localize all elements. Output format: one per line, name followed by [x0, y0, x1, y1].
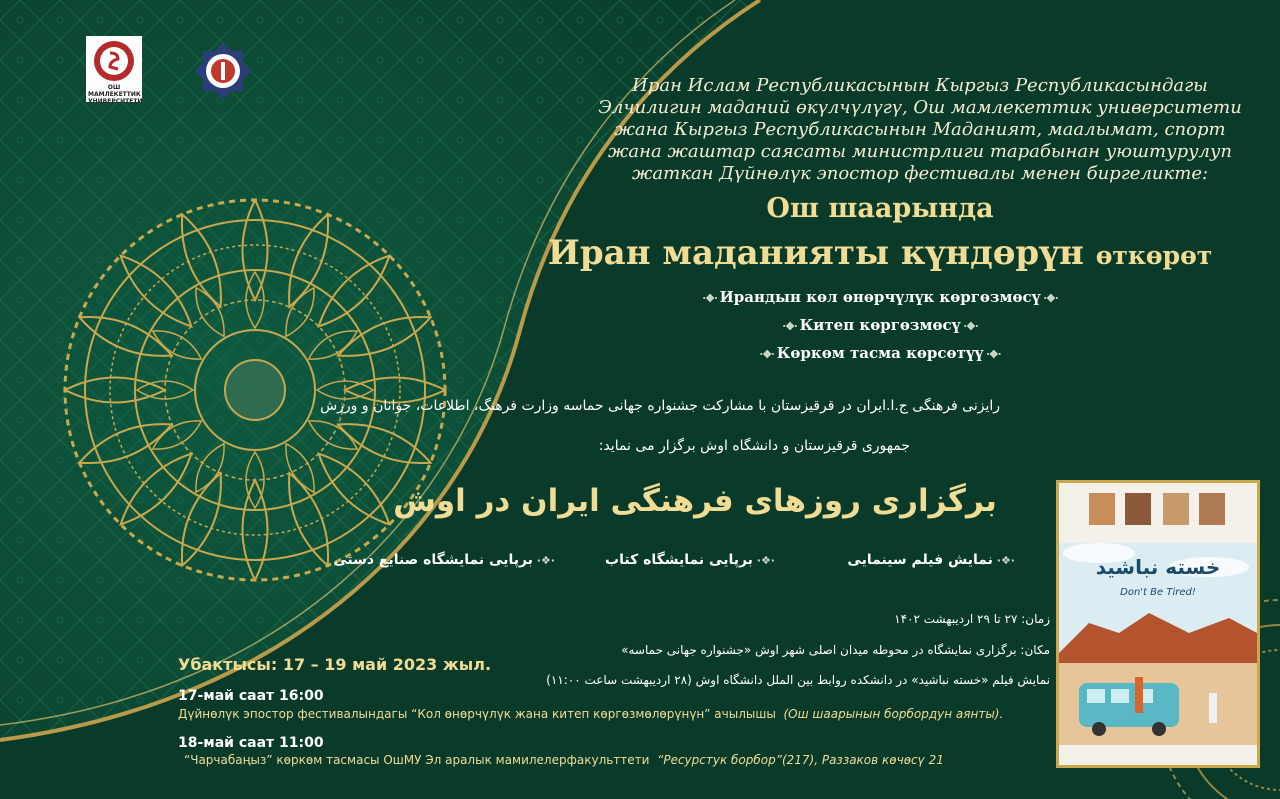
intro-line: жаткан Дүйнөлүк эпостор фестивалы менен биргеликте: — [631, 163, 1209, 184]
persian-event-item — [605, 552, 775, 568]
persian-intro-line: رایزنی فرهنگی ج.ا.ایران در قرقیزستان با مشارکت جشنواره جهانی حماسه وزارت فرهنگ، اطلاعات، جوانان و ورزش — [320, 398, 1000, 414]
schedule-description: Дүйнөлүк эпостор фестивалындагы “Кол өнөрчүлүк жана китеп көргөзмөлөрүнүн” ачылышы — [178, 707, 776, 721]
event-label: Көркөм тасма көрсөтүү — [776, 344, 984, 362]
persian-event-label: برپایی نمایشگاه کتاب — [605, 552, 753, 568]
ornament-icon: ·❖· — [992, 554, 1015, 567]
intro-line: жана Кыргыз Республикасынын Маданият, маалымат, спорт — [614, 119, 1226, 140]
film-poster-artwork — [1059, 483, 1257, 765]
ornament-icon: ·❖· — [983, 348, 1001, 361]
schedule-heading: 17-май саат 16:00 — [178, 688, 324, 704]
event-item — [620, 312, 1140, 340]
actor-portrait — [1089, 493, 1115, 525]
schedule-text — [178, 707, 1003, 721]
persian-film: نمایش فیلم «خسته نباشید» در دانشکده روابط بین الملل دانشگاه اوش (۲۸ اردیبهشت ساعت ۱۱:۰۰) — [546, 673, 1050, 687]
ornament-icon: ·❖· — [702, 292, 720, 305]
persian-time: زمان: ۲۷ تا ۲۹ اردیبهشت ۱۴۰۲ — [894, 612, 1050, 626]
ornament-icon: ·❖· — [532, 554, 555, 567]
persian-event-item — [847, 552, 1015, 568]
ornament-icon: ·❖· — [1040, 292, 1058, 305]
intro-text — [560, 75, 1280, 185]
poster-title-en: Don't Be Tired! — [1120, 587, 1196, 598]
intro-line: Элчилигин маданий өкүлчүлүгү, Ош мамлекеттик университети — [598, 97, 1242, 118]
film-poster — [1056, 480, 1260, 768]
intro-line: Иран Ислам Республикасынын Кыргыз Республикасындагы — [632, 75, 1208, 96]
persian-title: برگزاری روزهای فرهنگی ایران در اوش — [393, 483, 997, 519]
city-heading: Ош шаарында — [766, 193, 994, 224]
main-headline — [520, 233, 1240, 273]
poster-title-fa: خسته نباشید — [1095, 555, 1221, 579]
schedule-location: (Ош шаарынын борбордун аянты). — [783, 707, 1004, 721]
schedule-description: “Чарчабаңыз” көркөм тасмасы ОшМУ Эл аралык мамилелерфакульттети — [184, 753, 650, 767]
ornament-icon: ·❖· — [752, 554, 775, 567]
actor-portrait — [1125, 493, 1151, 525]
ornament-icon: ·❖· — [960, 320, 978, 333]
schedule-location: “Ресурстук борбор”(217), Раззаков көчөсү 21 — [657, 753, 944, 767]
schedule-heading: 18-май саат 11:00 — [178, 735, 324, 751]
intro-line: жана жаштар саясаты министрлиги тарабынан уюштурулуп — [607, 141, 1233, 162]
university-logo-label: ОШ МАМЛЕКЕТТИК УНИВЕРСИТЕТИ — [88, 84, 143, 105]
embassy-logo — [188, 36, 258, 106]
actor-portrait — [1163, 493, 1189, 525]
ornament-icon: ·❖· — [759, 348, 777, 361]
persian-intro-line: جمهوری قرقیزستان و دانشگاه اوش برگزار می نماید: — [598, 438, 910, 454]
actor-portrait — [1199, 493, 1225, 525]
persian-place: مکان: برگزاری نمایشگاه در محوطه میدان اصلی شهر اوش «جشنواره جهانی حماسه» — [621, 643, 1050, 657]
ornament-icon: ·❖· — [782, 320, 800, 333]
event-label: Китеп көргөзмөсү — [799, 316, 961, 334]
main-headline-suffix: өткөрөт — [1095, 241, 1213, 270]
event-item — [620, 284, 1140, 312]
date-range: Убактысы: 17 – 19 май 2023 жыл. — [178, 655, 492, 674]
university-logo — [86, 36, 143, 105]
event-list — [620, 284, 1140, 368]
schedule-text — [184, 753, 944, 767]
event-label: Ирандын көл өнөрчүлүк көргөзмөсү — [719, 288, 1041, 306]
persian-event-item — [333, 552, 555, 568]
event-item — [620, 340, 1140, 368]
main-headline-text: Иран маданияты күндөрүн — [547, 233, 1084, 273]
persian-event-label: برپایی نمایشگاه صنایع دستی — [333, 552, 533, 568]
persian-event-label: نمایش فیلم سینمایی — [847, 552, 993, 568]
